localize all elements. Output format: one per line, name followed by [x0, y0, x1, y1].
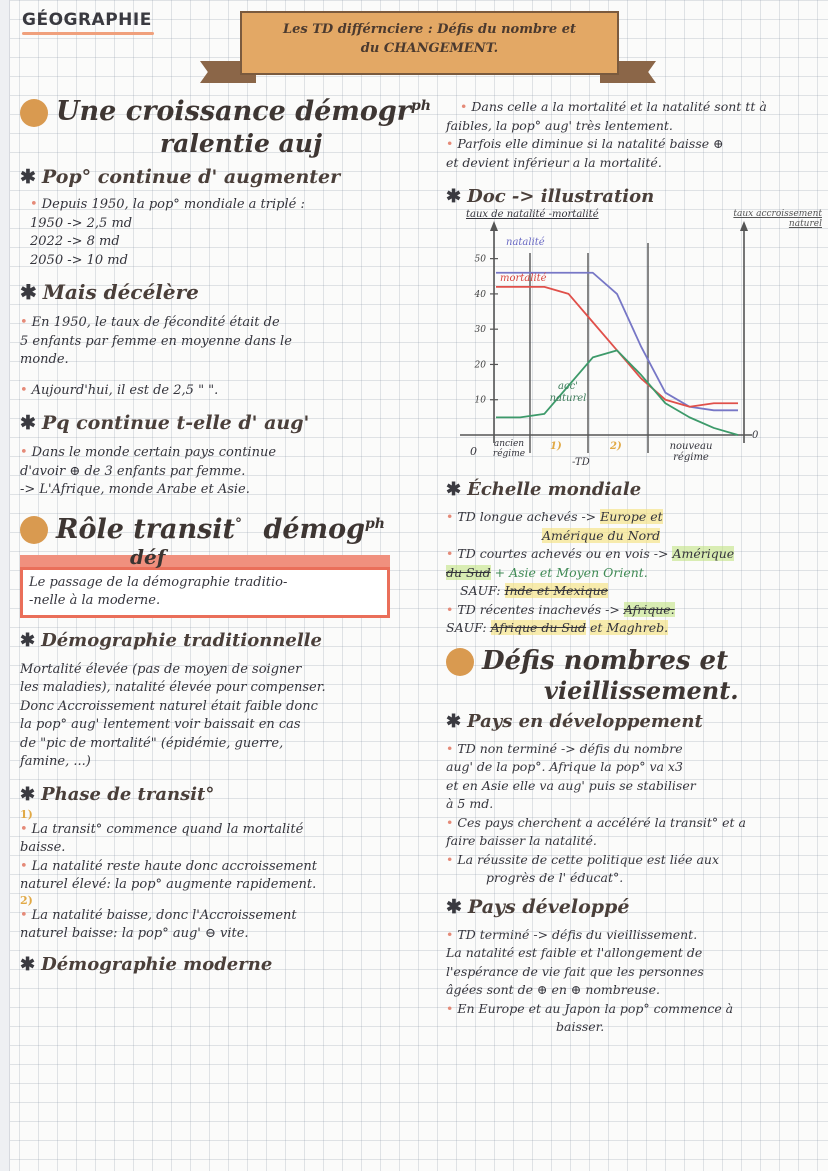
- subheading-text: Pop° continue d' augmenter: [41, 166, 341, 188]
- text-line: [446, 1000, 818, 1019]
- text-line: progrès de l' éducat°.: [486, 870, 624, 885]
- chart-y-label-left: taux de natalité -mortalité: [466, 209, 599, 220]
- section-title-sup: °: [235, 515, 243, 532]
- text-line: faibles, la pop° aug' très lentement.: [446, 117, 673, 133]
- legend-natalite: natalité: [506, 237, 545, 248]
- text-line: [446, 135, 818, 154]
- subheading-echelle: [446, 479, 818, 500]
- asterisk-icon: ✱: [446, 710, 462, 732]
- subheading-text: Pq continue t-elle d' aug': [41, 412, 310, 434]
- subheading-text: Démographie traditionnelle: [41, 629, 322, 651]
- section-title-line2: vieillissement.: [544, 675, 739, 705]
- text-line: famine, ...): [20, 754, 91, 769]
- text-line: l'espérance de vie fait que les personnes: [446, 963, 704, 979]
- text-line-content: La natalité baisse, donc l'Accroissement: [31, 907, 297, 923]
- highlight-amerique-nord: Amérique du Nord: [542, 527, 661, 543]
- banner: [200, 11, 656, 87]
- subheading-text: Pays en développement: [467, 710, 703, 732]
- text-line: la pop° aug' lentement voir baissait en cas: [20, 717, 301, 732]
- section-title-defis: [446, 646, 818, 676]
- bullet-icon: •: [20, 821, 28, 837]
- text-line-content: Ces pays cherchent a accéléré la transit° et a: [457, 814, 746, 830]
- subheading-text: Démographie moderne: [41, 953, 273, 975]
- definition-label: déf: [130, 544, 166, 569]
- bullet-icon: •: [20, 382, 28, 398]
- text-line: naturel baisse: la pop° aug' ⊖ vite.: [20, 926, 249, 941]
- text-line: [20, 821, 440, 840]
- series-line-accnaturel: [496, 350, 738, 435]
- y-tick-label: 20: [474, 360, 486, 371]
- text-line: monde.: [20, 352, 69, 367]
- series-line-natalité: [496, 273, 738, 411]
- subheading-text: Doc -> illustration: [467, 186, 655, 207]
- legend-mortalite: mortalité: [500, 273, 547, 284]
- asterisk-icon: ✱: [20, 629, 36, 651]
- section-title-text: Défis nombres et: [482, 645, 729, 676]
- highlight-du-sud: du Sud: [446, 564, 491, 580]
- subheading-demographie-traditionnelle: [20, 630, 440, 651]
- definition-box: [20, 544, 390, 618]
- bullet-icon: •: [20, 445, 28, 460]
- subheading-pays-developpe: [446, 896, 818, 918]
- bullet-icon: •: [20, 315, 28, 330]
- text-line: [446, 851, 818, 870]
- section-title-text: Rôle transit: [56, 513, 236, 545]
- paragraph-developpement: [446, 740, 818, 888]
- text-line: et en Asie elle va aug' puis se stabiliser: [446, 777, 696, 793]
- text-sauf: SAUF:: [460, 583, 501, 598]
- text-line: [446, 601, 818, 620]
- paragraph-pays-continue: [20, 444, 440, 500]
- text-line: [446, 545, 818, 564]
- text-line: [20, 858, 440, 877]
- paragraph-traditionnelle: [20, 661, 440, 772]
- text-line: [446, 564, 818, 583]
- text-line-content: La transit° commence quand la mortalité: [31, 821, 304, 837]
- subject-heading: [22, 10, 154, 35]
- subheading-text: Phase de transit°: [41, 783, 215, 805]
- paragraph-developpe: [446, 926, 818, 1037]
- y-tick-label: 30: [474, 325, 486, 336]
- section-bullet-icon: [20, 99, 48, 127]
- asterisk-icon: ✱: [20, 280, 37, 304]
- text-line: baisse.: [20, 840, 66, 855]
- text-line: Le passage de la démographie traditio-: [29, 574, 288, 590]
- phase-label-1: 1): [550, 441, 562, 452]
- chart-origin-right: 0: [752, 430, 759, 441]
- text-line: Mortalité élevée (pas de moyen de soigner: [20, 661, 302, 677]
- paragraph-echelle: [446, 508, 818, 638]
- phase-label-ancien: ancien régime: [492, 439, 526, 459]
- text-line-content: En 1950, le taux de fécondité était de: [31, 315, 280, 330]
- text-line: 5 enfants par femme en moyenne dans le: [20, 333, 292, 349]
- section-title-text: démog: [263, 513, 365, 545]
- text-line: [446, 582, 818, 601]
- banner-line1: Les TD différnciere : Défis du nombre et: [283, 22, 576, 37]
- text-line: [446, 508, 818, 527]
- text-line: les maladies), natalité élevée pour compenser.: [20, 680, 326, 695]
- transition-chart: [446, 213, 818, 475]
- text-line: faire baisser la natalité.: [446, 833, 597, 848]
- bullet-icon: •: [446, 740, 454, 756]
- bullet-icon: •: [446, 851, 454, 867]
- asterisk-icon: ✱: [20, 783, 36, 805]
- text-line: [446, 740, 818, 759]
- legend-acc-naturel: acc' naturel: [549, 381, 587, 404]
- bullet-icon: •: [446, 546, 454, 561]
- text-asie: + Asie et Moyen Orient.: [494, 564, 648, 580]
- text-line-content: Aujourd'hui, il est de 2,5 " ".: [31, 382, 219, 398]
- page-margin: [0, 0, 10, 1171]
- y-tick-label: 50: [474, 254, 486, 265]
- chart-figure: [446, 209, 822, 475]
- highlight-afrique: Afrique.: [623, 601, 675, 617]
- text-line: [30, 196, 440, 215]
- text-line: naturel élevé: la pop° augmente rapidement.: [20, 877, 317, 892]
- text-line-content: TD courtes achevés ou en vois ->: [457, 546, 669, 561]
- chart-origin-left: 0: [470, 445, 477, 458]
- text-line-content: En Europe et au Japon la pop° commence à: [457, 1000, 734, 1016]
- text-line: -> L'Afrique, monde Arabe et Asie.: [20, 482, 250, 497]
- text-line: aug' de la pop°. Afrique la pop° va x3: [446, 759, 683, 774]
- bullet-icon: •: [446, 926, 454, 942]
- paragraph-population: [30, 196, 440, 270]
- bullet-icon: •: [20, 907, 28, 923]
- text-line: [20, 907, 440, 926]
- subheading-pq-continue: [20, 412, 440, 434]
- chart-y-label-right: taux accroissement naturel: [733, 209, 822, 229]
- text-line: [20, 444, 440, 463]
- bullet-icon: •: [30, 197, 38, 212]
- paragraph-fecondite: [20, 314, 440, 370]
- asterisk-icon: ✱: [446, 186, 462, 207]
- phase-label-td: -TD: [572, 457, 590, 468]
- subheading-text: Échelle mondiale: [467, 479, 642, 500]
- section-title-croissance: [20, 96, 440, 127]
- section-bullet-icon: [446, 648, 474, 676]
- y-tick-label: 40: [474, 289, 486, 300]
- text-line-content: Dans le monde certain pays continue: [31, 445, 277, 460]
- highlight-europe: Europe et: [600, 509, 663, 524]
- asterisk-icon: ✱: [20, 166, 36, 188]
- text-line: de "pic de mortalité" (épidémie, guerre,: [20, 735, 284, 751]
- section-title-sup: ph: [364, 515, 385, 532]
- series-line-mortalité: [496, 287, 738, 407]
- text-line: [446, 814, 818, 833]
- text-line: 1950 -> 2,5 md: [30, 215, 133, 231]
- section-title-sup: ph: [410, 98, 431, 114]
- subheading-text: Pays développé: [467, 895, 630, 918]
- bullet-icon: •: [446, 136, 454, 151]
- section-title-role-transit: [20, 514, 440, 545]
- text-line: baisser.: [556, 1019, 605, 1034]
- text-line: [446, 98, 818, 117]
- asterisk-icon: ✱: [446, 479, 462, 500]
- paragraph-moderne: [446, 98, 818, 172]
- phase-number: 2): [20, 893, 33, 907]
- bullet-icon: •: [446, 1000, 454, 1016]
- subheading-text: Mais décélère: [42, 280, 199, 304]
- text-line: 2050 -> 10 md: [30, 252, 128, 268]
- text-line-content: Depuis 1950, la pop° mondiale a triplé :: [41, 197, 305, 212]
- subject-label: GÉOGRAPHIE: [22, 10, 152, 30]
- subheading-doc: [446, 186, 818, 207]
- asterisk-icon: ✱: [446, 895, 462, 918]
- text-line-content: Dans celle a la mortalité et la natalité sont tt à: [471, 99, 767, 114]
- definition-text: [20, 567, 390, 618]
- text-sauf: SAUF:: [446, 620, 487, 635]
- y-axis-left-arrow-icon: [490, 221, 498, 231]
- text-line-content: TD terminé -> défis du vieillissement.: [457, 926, 698, 942]
- definition-band: [20, 555, 390, 567]
- text-line-content: La natalité reste haute donc accroissement: [31, 858, 317, 874]
- highlight-afrique-sud: Afrique du Sud: [490, 620, 587, 635]
- text-line-content: Parfois elle diminue si la natalité baisse ⊕: [457, 136, 724, 151]
- text-line-content: TD non terminé -> défis du nombre: [457, 740, 683, 756]
- text-line: [446, 619, 818, 638]
- bullet-icon: •: [446, 509, 454, 524]
- phase-label-nouveau: nouveau régime: [669, 441, 713, 463]
- text-line: Donc Accroissement naturel était faible donc: [20, 698, 318, 714]
- text-line-content: La réussite de cette politique est liée aux: [457, 851, 720, 867]
- text-line: et devient inférieur a la mortalité.: [446, 154, 662, 170]
- phase-label-2: 2): [610, 441, 622, 452]
- text-line: [446, 926, 818, 945]
- subheading-pop-continue: [20, 166, 440, 188]
- bullet-icon: •: [20, 858, 28, 874]
- paragraph-aujourdhui: [20, 382, 440, 401]
- bullet-icon: •: [446, 814, 454, 830]
- phase-number: 1): [20, 807, 33, 821]
- text-line: -nelle à la moderne.: [29, 593, 161, 608]
- text-line: d'avoir ⊕ de 3 enfants par femme.: [20, 463, 246, 479]
- text-line: âgées sont de ⊕ en ⊕ nombreuse.: [446, 982, 660, 997]
- highlight-amerique-sud: Amérique: [672, 546, 735, 561]
- left-column: [20, 96, 440, 975]
- bullet-icon: •: [446, 601, 454, 617]
- chart-series: [496, 273, 738, 435]
- section-bullet-icon: [20, 516, 48, 544]
- paragraph-phase: [20, 809, 440, 944]
- text-line: à 5 md.: [446, 796, 494, 811]
- text-line: [446, 527, 818, 546]
- section-title-text: Une croissance démogr: [56, 96, 411, 127]
- banner-line2: du CHANGEMENT.: [360, 41, 499, 56]
- subheading-phase-transit: [20, 784, 440, 805]
- text-line: [20, 314, 440, 333]
- subheading-demographie-moderne: [20, 954, 440, 975]
- text-line-content: TD longue achevés ->: [457, 509, 597, 524]
- text-line: La natalité est faible et l'allongement de: [446, 945, 703, 960]
- subheading-pays-developpement: [446, 711, 818, 732]
- bullet-icon: •: [460, 99, 468, 114]
- section-title-line2: ralentie auj: [160, 129, 323, 158]
- subheading-decelere: [20, 280, 440, 304]
- highlight-maghreb: et Maghreb.: [590, 620, 669, 635]
- highlight-inde: Inde et Mexique: [504, 583, 609, 598]
- text-line-content: TD récentes inachevés ->: [457, 601, 620, 617]
- y-tick-label: 10: [474, 395, 486, 406]
- asterisk-icon: ✱: [20, 412, 36, 434]
- subject-underline: [22, 32, 154, 35]
- right-column: [446, 98, 822, 1037]
- text-line: 2022 -> 8 md: [30, 234, 120, 249]
- banner-body: [240, 11, 619, 75]
- asterisk-icon: ✱: [20, 953, 36, 975]
